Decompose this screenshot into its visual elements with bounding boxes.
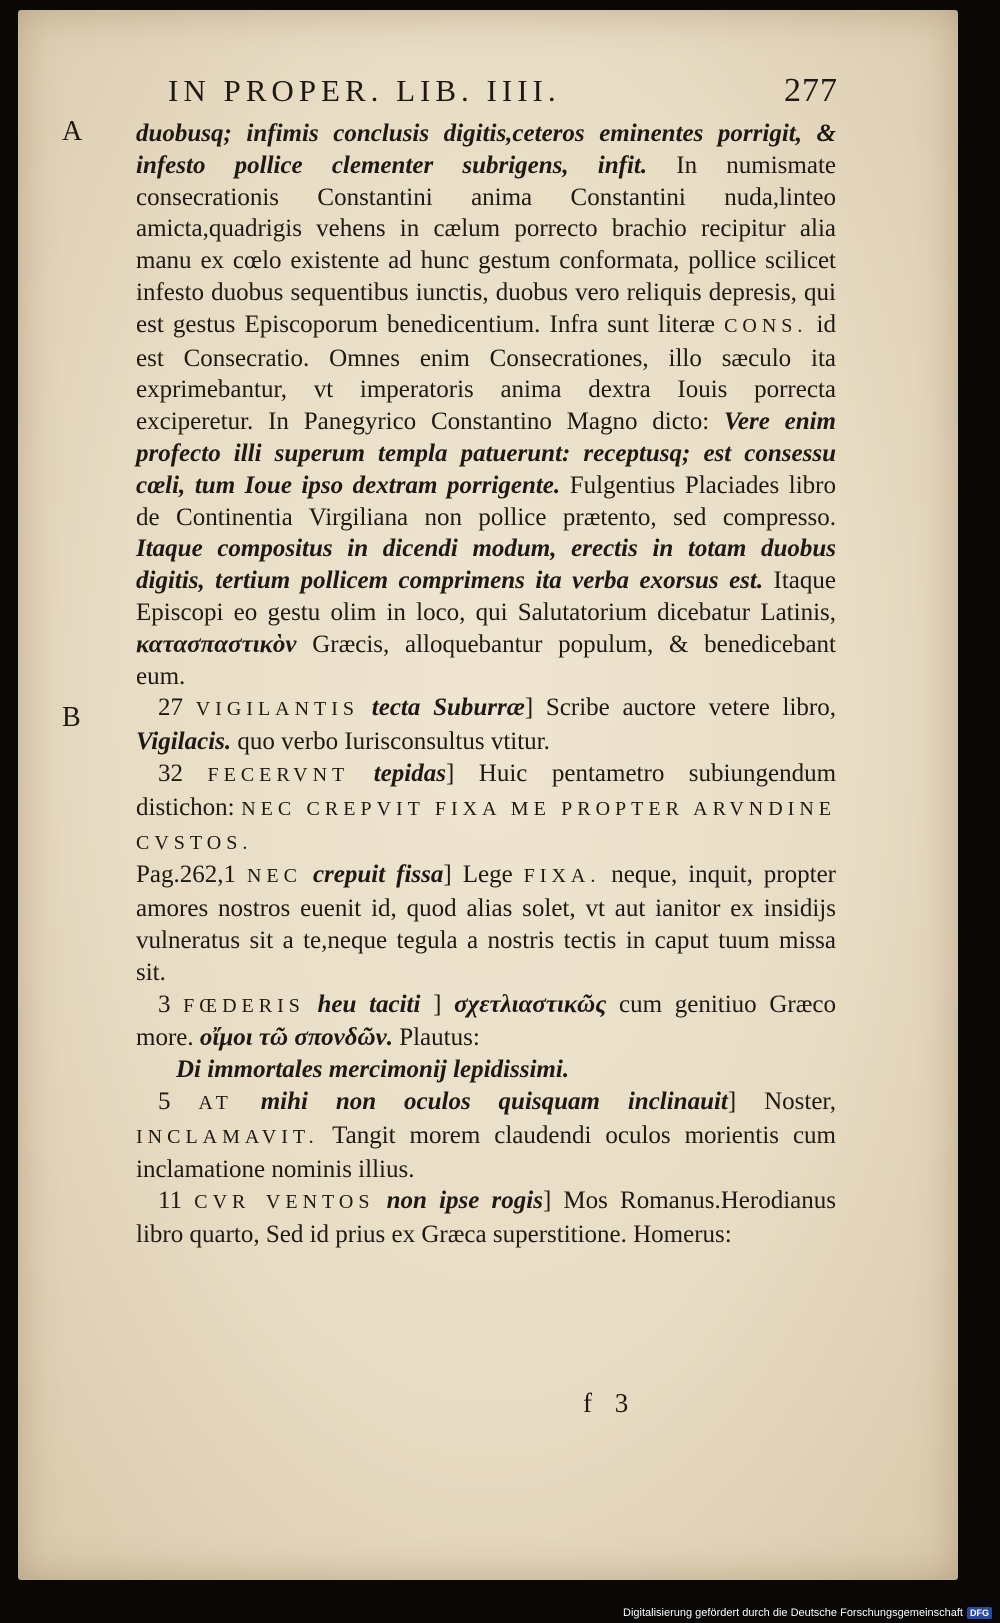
signature-mark: f 3 [583,1388,637,1418]
page-header [168,72,838,110]
text-run: 11 [158,1187,195,1215]
running-title: IN PROPER. LIB. IIII. [168,73,561,108]
text-run: non ipse rogis [374,1187,543,1215]
credit-text: Digitalisierung gefördert durch die Deutsche Forschungsgemeinschaft [623,1607,963,1619]
text-run: 27 [158,694,196,722]
text-run: FECERVNT [207,763,350,786]
paragraph [136,1086,836,1185]
text-run: duobusq; infimis conclusis digitis,ceteros eminentes porrigit, & infesto pollice clementer subrigens, infit. [136,120,836,179]
text-run: 3 [158,990,184,1018]
text-run: NEC [246,865,302,888]
text-run: mihi non oculos quisquam inclinauit [232,1087,728,1115]
page-number: 277 [784,72,838,109]
text-run: quo verbo Iurisconsultus vtitur. [231,728,550,756]
paragraph [136,118,836,692]
text-run: VIGILANTIS [195,698,360,721]
paragraph [136,692,836,758]
text-run: NEC CREPVIT FIXA ME PROPTER ARVNDINE CVSTOS. [136,797,836,854]
text-run: Plautus: [392,1024,480,1052]
text-run: ] [420,990,455,1018]
text-run: FIXA. [523,865,601,888]
text-run: Vigilacis. [136,728,232,756]
text-run: σχετλιαστικῶς [454,990,607,1018]
text-run: cum genitiuo Græco more. [136,990,836,1052]
text-run: 5 [158,1087,199,1115]
text-run: FŒDERIS [183,994,305,1017]
text-run: κατασπαστικὸν [136,630,297,658]
paragraph [136,1054,836,1086]
text-run: CONS. [724,314,808,337]
text-run: AT [198,1091,233,1114]
text-run: heu taciti [304,990,421,1018]
text-run: Pag.262,1 [136,861,247,889]
text-run: Græcis, alloquebantur populum, & benedicebant eum. [136,630,836,690]
text-run: ] Scribe auctore vetere libro, [524,694,837,722]
book-page [18,10,958,1580]
margin-marker-b: B [62,702,81,733]
paragraph [136,1185,836,1251]
text-run: id est Consecratio. Omnes enim Consecrationes, illo sæculo ita exprimebantur, vt imperatoris anima dextra Iouis porrecta exciperetur. In Panegyrico Constantino Magno dicto: [136,310,836,436]
text-run: Tangit morem claudendi oculos morientis cum inclamatione nominis illius. [136,1121,836,1183]
text-run: ] Lege [443,861,524,889]
text-run: tecta Suburræ [359,694,525,722]
text-run: οἴμοι τῶ σπονδῶν. [199,1024,393,1052]
text-run: ] Mos Romanus.Herodianus libro quarto, Sed id prius ex Græca superstitione. Homerus: [136,1187,836,1249]
text-run: INCLAMAVIT. [136,1125,319,1148]
dfg-logo: DFG [967,1607,992,1619]
text-run: Vere enim profecto illi superum templa patuerunt: receptusq; est consessu cœli, tum Ioue ipso dextram porrigente. [136,408,837,499]
page-body-text [136,118,836,1251]
paragraph [136,989,836,1055]
text-run: ] Noster, [727,1087,836,1115]
text-run: Itaque compositus in dicendi modum, erectis in totam duobus digitis, tertium pollicem comprimens ita verba exorsus est. [136,535,836,595]
paragraph [136,859,836,988]
margin-marker-a: A [62,116,83,147]
text-run: crepuit fissa [301,861,444,889]
text-run: tepidas [349,759,446,787]
digitization-credit [623,1607,992,1619]
text-run: Itaque Episcopi eo gestu olim in loco, qui Salutatorium dicebatur Latinis, [136,567,836,626]
text-run: ] Huic pentametro subiungendum distichon: [136,759,837,821]
text-run: Di immortales mercimonij lepidissimi. [176,1056,570,1084]
text-run: 32 [158,759,208,787]
text-run: Fulgentius Placiades libro de Continentia Virgiliana non pollice prætento, sed compresso. [136,471,836,531]
paragraph [136,758,836,859]
text-run: neque, inquit, propter amores nostros euenit id, quod alias solet, vt aut ianitor ex insidijs vulneratus sit a te,neque tegula a nostris tectis in caput tuum missa sit. [136,861,836,986]
text-run: CVR VENTOS [194,1191,375,1214]
text-run: In numismate consecrationis Constantini anima Constantini nuda,linteo amicta,quadrigis vehens in cælum porrecto brachio recipitur alia manu ex cœlo existente ad hunc gestum conformata, pollice scilicet infesto duobus sequentibus iunctis, duobus vero reliquis depresis, qui est gestus Episcoporum benedicentium. Infra sunt literæ [136,151,836,338]
